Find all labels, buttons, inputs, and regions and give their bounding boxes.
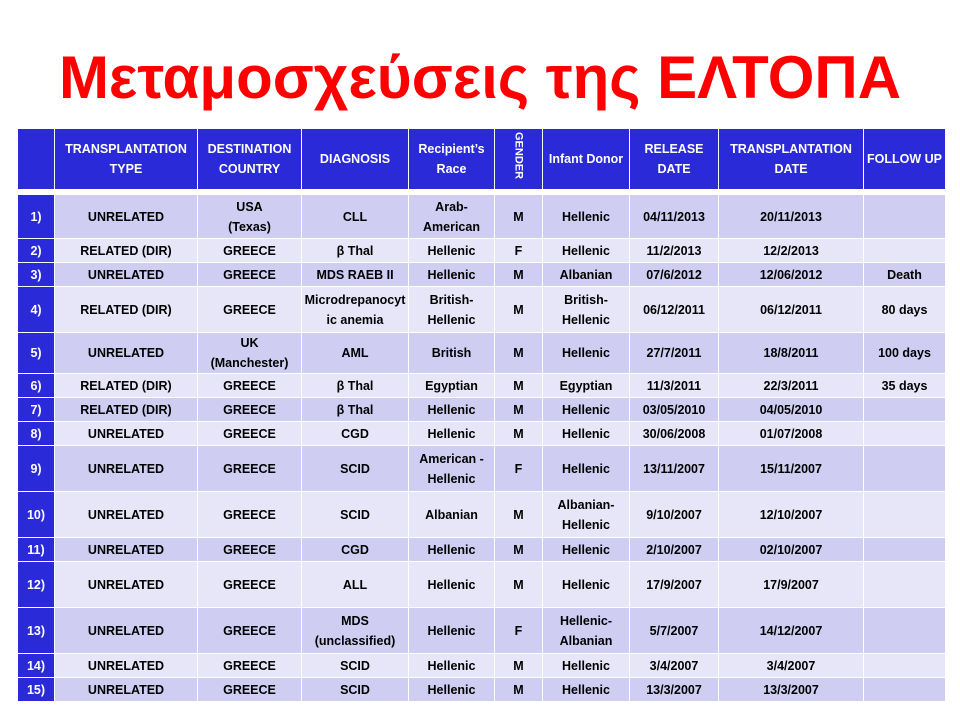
cell-transplantation-type: RELATED (DIR) [55,398,198,422]
cell-destination-country: GREECE [198,678,302,702]
header-destination-country: DESTINATION COUNTRY [198,129,302,190]
table-row [18,287,946,333]
cell-destination-country: GREECE [198,538,302,562]
table-body [18,195,946,702]
cell-transplantation-date: 12/2/2013 [719,239,864,263]
cell-follow-up: 80 days [864,287,946,333]
cell-recipient-race: Hellenic [409,678,495,702]
cell-follow-up [864,446,946,492]
cell-diagnosis: MDS RAEB II [302,263,409,287]
cell-row-number: 6) [18,374,55,398]
cell-diagnosis: ALL [302,562,409,608]
cell-follow-up: 100 days [864,333,946,374]
cell-diagnosis: Microdrepanocyt ic anemia [302,287,409,333]
cell-destination-country: GREECE [198,239,302,263]
cell-follow-up [864,422,946,446]
cell-recipient-race: Hellenic [409,538,495,562]
cell-row-number: 1) [18,195,55,239]
cell-release-date: 5/7/2007 [630,608,719,654]
cell-transplantation-date: 20/11/2013 [719,195,864,239]
cell-gender: M [495,333,543,374]
cell-release-date: 3/4/2007 [630,654,719,678]
table-row [18,678,946,702]
cell-infant-donor: Hellenic [543,446,630,492]
cell-diagnosis: AML [302,333,409,374]
cell-destination-country: GREECE [198,562,302,608]
cell-row-number: 2) [18,239,55,263]
cell-transplantation-type: UNRELATED [55,538,198,562]
cell-destination-country: USA (Texas) [198,195,302,239]
cell-row-number: 3) [18,263,55,287]
cell-transplantation-date: 06/12/2011 [719,287,864,333]
table-row [18,195,946,239]
table-row [18,538,946,562]
cell-destination-country: GREECE [198,608,302,654]
header-transplantation-type: TRANSPLANTATION TYPE [55,129,198,190]
cell-release-date: 17/9/2007 [630,562,719,608]
cell-row-number: 5) [18,333,55,374]
cell-diagnosis: SCID [302,492,409,538]
cell-transplantation-type: UNRELATED [55,654,198,678]
cell-follow-up [864,538,946,562]
cell-diagnosis: CGD [302,422,409,446]
header-recipient-race: Recipient’s Race [409,129,495,190]
cell-transplantation-type: UNRELATED [55,422,198,446]
cell-row-number: 4) [18,287,55,333]
cell-transplantation-date: 14/12/2007 [719,608,864,654]
cell-transplantation-type: UNRELATED [55,333,198,374]
header-transplantation-date: TRANSPLANTATION DATE [719,129,864,190]
cell-gender: M [495,654,543,678]
cell-gender: M [495,195,543,239]
cell-infant-donor: Hellenic [543,678,630,702]
cell-infant-donor: Hellenic [543,333,630,374]
cell-follow-up [864,492,946,538]
cell-transplantation-type: UNRELATED [55,195,198,239]
cell-release-date: 11/3/2011 [630,374,719,398]
cell-infant-donor: Egyptian [543,374,630,398]
cell-recipient-race: Hellenic [409,422,495,446]
cell-follow-up: Death [864,263,946,287]
cell-release-date: 13/3/2007 [630,678,719,702]
cell-follow-up [864,239,946,263]
cell-diagnosis: β Thal [302,374,409,398]
cell-infant-donor: Albanian [543,263,630,287]
cell-release-date: 2/10/2007 [630,538,719,562]
header-diagnosis: DIAGNOSIS [302,129,409,190]
header-infant-donor: Infant Donor [543,129,630,190]
cell-diagnosis: SCID [302,654,409,678]
cell-row-number: 12) [18,562,55,608]
cell-infant-donor: Hellenic- Albanian [543,608,630,654]
cell-row-number: 7) [18,398,55,422]
cell-infant-donor: Hellenic [543,538,630,562]
cell-release-date: 04/11/2013 [630,195,719,239]
cell-gender: M [495,538,543,562]
cell-diagnosis: CLL [302,195,409,239]
cell-diagnosis: SCID [302,446,409,492]
cell-transplantation-type: RELATED (DIR) [55,287,198,333]
cell-transplantation-date: 17/9/2007 [719,562,864,608]
table-row [18,654,946,678]
table-row [18,263,946,287]
cell-destination-country: GREECE [198,287,302,333]
cell-follow-up [864,398,946,422]
cell-follow-up [864,678,946,702]
cell-destination-country: GREECE [198,492,302,538]
cell-gender: F [495,608,543,654]
cell-transplantation-date: 22/3/2011 [719,374,864,398]
cell-destination-country: GREECE [198,263,302,287]
table-row [18,422,946,446]
cell-row-number: 13) [18,608,55,654]
cell-infant-donor: Hellenic [543,562,630,608]
cell-diagnosis: β Thal [302,398,409,422]
cell-gender: M [495,678,543,702]
header-row [18,129,946,190]
cell-recipient-race: Hellenic [409,398,495,422]
cell-follow-up [864,195,946,239]
cell-gender: F [495,239,543,263]
cell-transplantation-type: UNRELATED [55,492,198,538]
cell-follow-up [864,654,946,678]
cell-recipient-race: American - Hellenic [409,446,495,492]
cell-transplantation-type: RELATED (DIR) [55,239,198,263]
cell-recipient-race: Hellenic [409,263,495,287]
cell-follow-up [864,608,946,654]
cell-follow-up: 35 days [864,374,946,398]
cell-recipient-race: Arab- American [409,195,495,239]
cell-follow-up [864,562,946,608]
cell-recipient-race: Hellenic [409,239,495,263]
header-release-date: RELEASE DATE [630,129,719,190]
table-row [18,398,946,422]
cell-transplantation-type: RELATED (DIR) [55,374,198,398]
cell-release-date: 30/06/2008 [630,422,719,446]
header-number [18,129,55,190]
table-row [18,608,946,654]
cell-release-date: 07/6/2012 [630,263,719,287]
cell-row-number: 9) [18,446,55,492]
cell-transplantation-date: 01/07/2008 [719,422,864,446]
cell-release-date: 13/11/2007 [630,446,719,492]
cell-transplantation-date: 12/06/2012 [719,263,864,287]
cell-gender: M [495,398,543,422]
cell-infant-donor: Hellenic [543,398,630,422]
cell-transplantation-date: 15/11/2007 [719,446,864,492]
cell-release-date: 06/12/2011 [630,287,719,333]
cell-row-number: 15) [18,678,55,702]
cell-transplantation-type: UNRELATED [55,446,198,492]
cell-infant-donor: Hellenic [543,195,630,239]
cell-transplantation-type: UNRELATED [55,562,198,608]
cell-row-number: 14) [18,654,55,678]
cell-infant-donor: Albanian- Hellenic [543,492,630,538]
header-gender-label: GENDER [512,131,525,180]
cell-row-number: 8) [18,422,55,446]
cell-diagnosis: SCID [302,678,409,702]
cell-transplantation-date: 04/05/2010 [719,398,864,422]
cell-row-number: 10) [18,492,55,538]
page-title: Μεταμοσχεύσεις της ΕΛΤΟΠΑ [58,44,902,111]
cell-transplantation-date: 02/10/2007 [719,538,864,562]
cell-release-date: 9/10/2007 [630,492,719,538]
cell-gender: M [495,374,543,398]
cell-destination-country: UK (Manchester) [198,333,302,374]
cell-recipient-race: British [409,333,495,374]
cell-destination-country: GREECE [198,654,302,678]
cell-diagnosis: MDS (unclassified) [302,608,409,654]
cell-destination-country: GREECE [198,374,302,398]
cell-gender: M [495,422,543,446]
cell-transplantation-date: 3/4/2007 [719,654,864,678]
cell-gender: M [495,562,543,608]
cell-gender: F [495,446,543,492]
table-row [18,333,946,374]
cell-transplantation-type: UNRELATED [55,608,198,654]
cell-infant-donor: Hellenic [543,239,630,263]
cell-destination-country: GREECE [198,398,302,422]
transplant-table [17,128,946,702]
cell-diagnosis: β Thal [302,239,409,263]
table-row [18,562,946,608]
table-row [18,446,946,492]
table-row [18,239,946,263]
cell-recipient-race: British- Hellenic [409,287,495,333]
cell-recipient-race: Hellenic [409,608,495,654]
cell-destination-country: GREECE [198,446,302,492]
cell-infant-donor: Hellenic [543,654,630,678]
cell-transplantation-date: 12/10/2007 [719,492,864,538]
cell-transplantation-date: 13/3/2007 [719,678,864,702]
cell-infant-donor: British- Hellenic [543,287,630,333]
cell-transplantation-type: UNRELATED [55,678,198,702]
table-row [18,374,946,398]
cell-release-date: 11/2/2013 [630,239,719,263]
cell-recipient-race: Hellenic [409,654,495,678]
cell-release-date: 03/05/2010 [630,398,719,422]
cell-recipient-race: Egyptian [409,374,495,398]
header-follow-up: FOLLOW UP [864,129,946,190]
cell-destination-country: GREECE [198,422,302,446]
table-row [18,492,946,538]
cell-recipient-race: Albanian [409,492,495,538]
cell-row-number: 11) [18,538,55,562]
cell-recipient-race: Hellenic [409,562,495,608]
cell-transplantation-type: UNRELATED [55,263,198,287]
cell-infant-donor: Hellenic [543,422,630,446]
cell-diagnosis: CGD [302,538,409,562]
cell-release-date: 27/7/2011 [630,333,719,374]
header-gender [495,129,543,190]
cell-gender: M [495,263,543,287]
cell-gender: M [495,492,543,538]
cell-gender: M [495,287,543,333]
cell-transplantation-date: 18/8/2011 [719,333,864,374]
